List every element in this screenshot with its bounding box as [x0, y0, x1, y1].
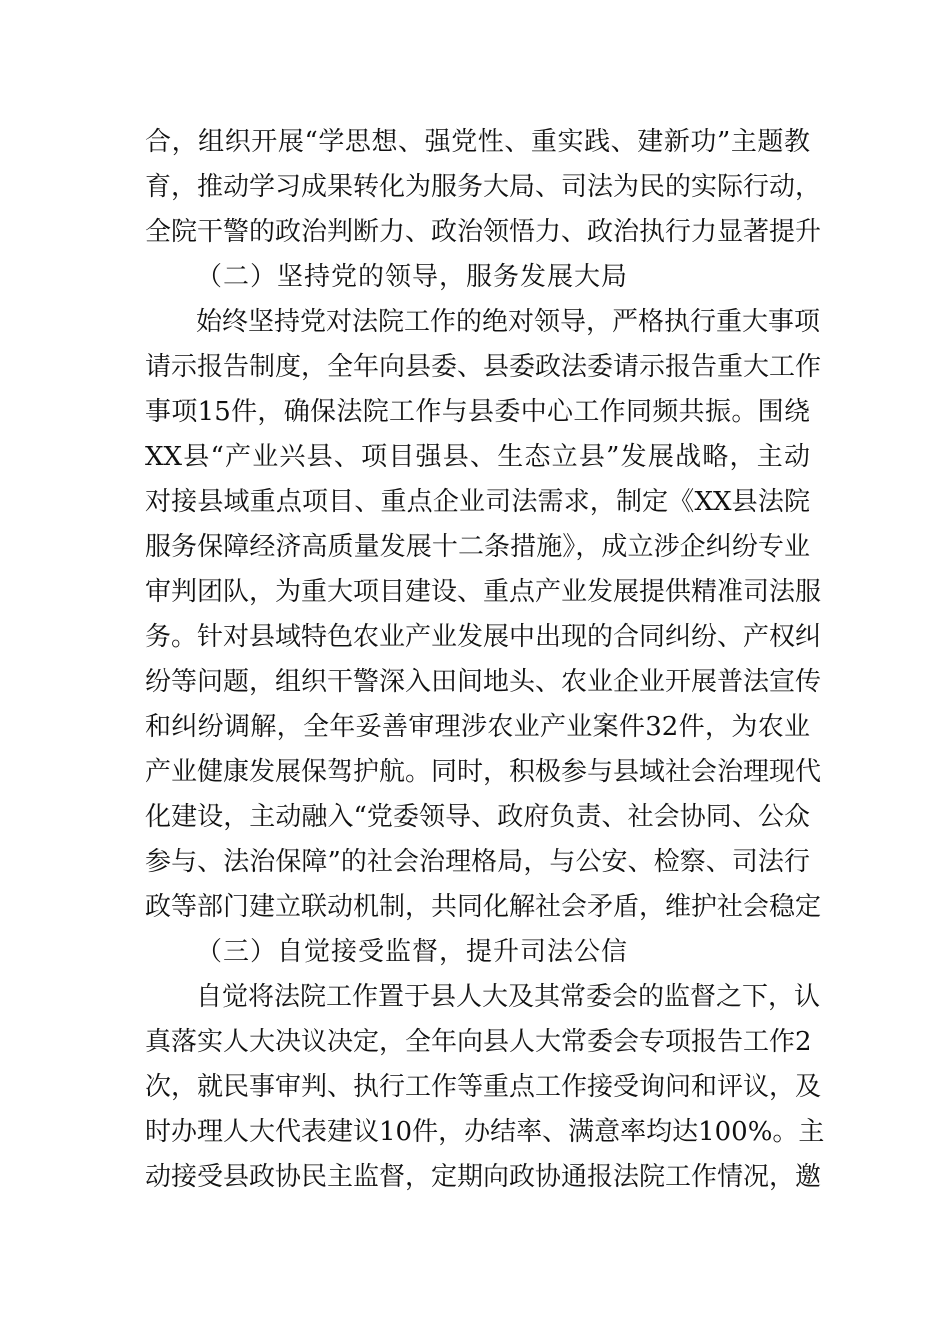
paragraph-line: 审判团队，为重大项目建设、重点产业发展提供精准司法服 — [145, 577, 822, 607]
paragraph-line: 始终坚持党对法院工作的绝对领导，严格执行重大事项 — [196, 307, 821, 337]
section-heading: （三）自觉接受监督，提升司法公信 — [196, 937, 629, 967]
paragraph-line: 服务保障经济高质量发展十二条措施》，成立涉企纠纷专业 — [145, 532, 810, 562]
paragraph-line: 合，组织开展“学思想、强党性、重实践、建新功”主题教 — [145, 127, 810, 157]
paragraph-line: 产业健康发展保驾护航。同时，积极参与县域社会治理现代 — [145, 757, 822, 787]
paragraph-line: 时办理人大代表建议10件，办结率、满意率均达100%。主 — [145, 1117, 825, 1147]
paragraph-line: 自觉将法院工作置于县人大及其常委会的监督之下，认 — [196, 982, 821, 1012]
paragraph-line: 政等部门建立联动机制，共同化解社会矛盾，维护社会稳定 — [145, 892, 822, 922]
section-heading: （二）坚持党的领导，服务发展大局 — [196, 262, 629, 292]
paragraph-line: 真落实人大决议决定，全年向县人大常委会专项报告工作2 — [145, 1027, 812, 1057]
paragraph-line: 参与、法治保障”的社会治理格局，与公安、检察、司法行 — [145, 847, 810, 877]
paragraph-line: XX县“产业兴县、项目强县、生态立县”发展战略，主动 — [145, 442, 810, 472]
paragraph-line: 化建设，主动融入“党委领导、政府负责、社会协同、公众 — [145, 802, 810, 832]
paragraph-line: 次，就民事审判、执行工作等重点工作接受询问和评议，及 — [145, 1072, 822, 1102]
paragraph-line: 纷等问题，组织干警深入田间地头、农业企业开展普法宣传 — [145, 667, 822, 697]
paragraph-line: 事项15件，确保法院工作与县委中心工作同频共振。围绕 — [145, 397, 810, 427]
paragraph-line: 请示报告制度，全年向县委、县委政法委请示报告重大工作 — [145, 352, 822, 382]
paragraph-line: 对接县域重点项目、重点企业司法需求，制定《XX县法院 — [145, 487, 810, 517]
paragraph-line: 务。针对县域特色农业产业发展中出现的合同纠纷、产权纠 — [145, 622, 822, 652]
paragraph-line: 动接受县政协民主监督，定期向政协通报法院工作情况，邀 — [145, 1162, 822, 1192]
paragraph-line: 育，推动学习成果转化为服务大局、司法为民的实际行动， — [145, 172, 822, 202]
paragraph-line: 全院干警的政治判断力、政治领悟力、政治执行力显著提升 — [145, 217, 822, 247]
paragraph-line: 和纠纷调解，全年妥善审理涉农业产业案件32件，为农业 — [145, 712, 810, 742]
